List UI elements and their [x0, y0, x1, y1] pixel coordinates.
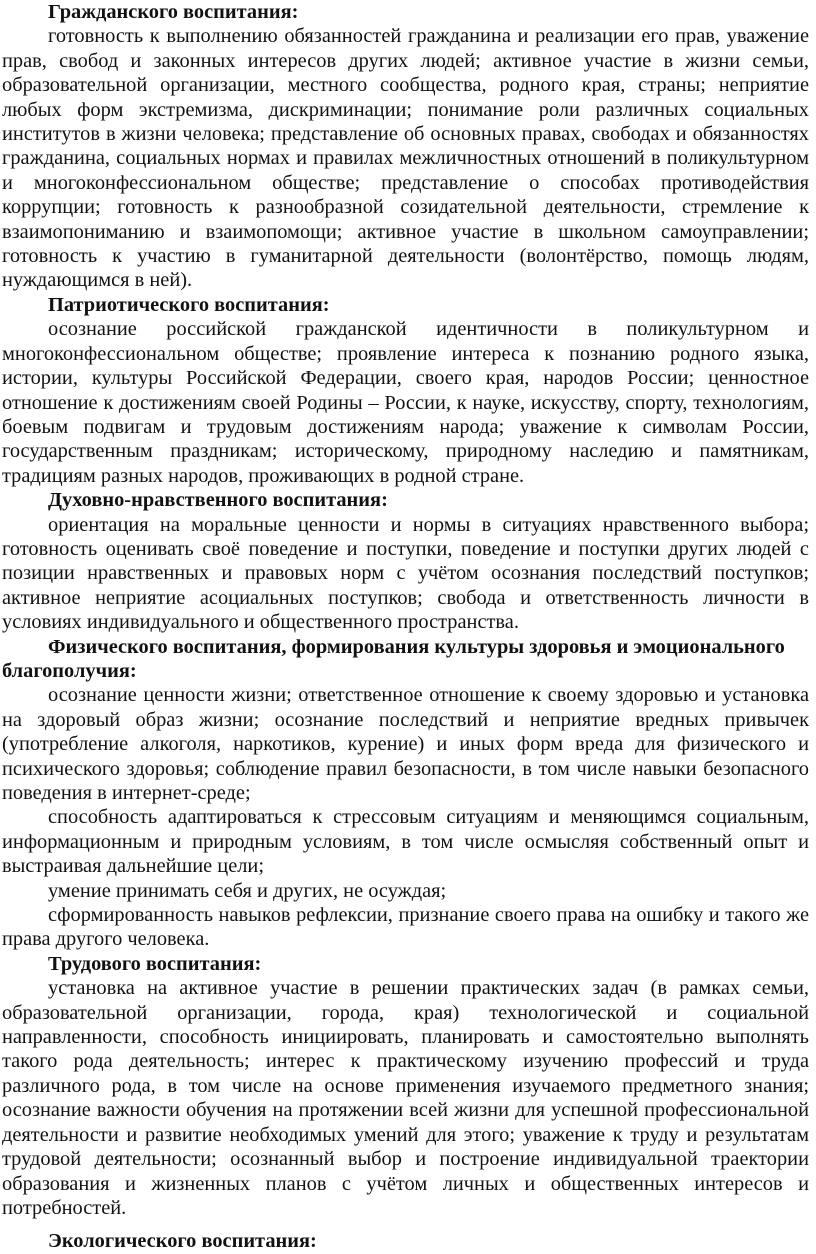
section-paragraph: готовность к выполнению обязанностей гражданина и реализации его прав, уважение прав, свобод и законных интересов других людей; активное участие в жизни семьи, образовательной организации, местного сообщества, родного края, страны; неприятие любых форм экстремизма, дискриминации; понимание роли различных социальных институтов в жизни человека; представление об основных правах, свободах и обязанностях гражданина, социальных нормах и правилах межличностных отношений в поликультурном и многоконфессиональном обществе; представление о способах противодействия коррупции; готовность к разнообразной созидательной деятельности, стремление к взаимопониманию и взаимопомощи; активное участие в школьном самоуправлении; готовность к участию в гуманитарной деятельности (волонтёрство, помощь людям, нуждающимся в ней). [2, 25, 809, 292]
section-civic [2, 0, 809, 293]
section-paragraph: умение принимать себя и других, не осуждая; [48, 879, 447, 902]
section-heading: Духовно-нравственного воспитания: [48, 489, 388, 512]
section-heading: Гражданского воспитания: [48, 1, 299, 23]
section-paragraph: осознание российской гражданской идентичности в поликультурном и многоконфессиональном обществе; проявление интереса к познанию родного языка, истории, культуры Российской Федерации, своего края, народов России; ценностное отношение к достижениям своей Родины – России, к науке, искусству, спорту, технологиям, боевым подвигам и трудовым достижениям народа; уважение к символам России, государственным праздникам; историческому, природному наследию и памятникам, традициям разных народов, проживающих в родной стране. [2, 318, 809, 487]
section-spiritual-moral [2, 488, 809, 634]
section-heading: Экологического воспитания: [48, 1230, 317, 1253]
section-paragraph: установка на активное участие в решении практических задач (в рамках семьи, образовательной организации, города, края) технологической и социальной направленности, способность инициировать, планировать и самостоятельно выполнять такого рода деятельность; интерес к практическому изучению профессий и труда различного рода, в том числе на основе применения изучаемого предметного знания; осознание важности обучения на протяжении всей жизни для успешной профессиональной деятельности и развитие необходимых умений для этого; уважение к труду и результатам трудовой деятельности; осознанный выбор и построение индивидуальной траектории образования и жизненных планов с учётом личных и общественных интересов и потребностей. [2, 977, 809, 1219]
section-ecological [2, 1229, 809, 1253]
section-heading: Патриотического воспитания: [48, 293, 330, 316]
section-paragraph: осознание ценности жизни; ответственное отношение к своему здоровью и установка на здоровый образ жизни; осознание последствий и неприятие вредных привычек (употребление алкоголя, наркотиков, курение) и иных форм вреда для физического и психического здоровья; соблюдение правил безопасности, в том числе навыки безопасного поведения в интернет-среде; [2, 684, 809, 804]
section-heading: Трудового воспитания: [48, 952, 262, 975]
section-heading: Физического воспитания, формирования культуры здоровья и эмоционального благополучия: [2, 635, 785, 682]
section-physical [2, 635, 809, 952]
section-labor [2, 952, 809, 1220]
section-paragraph: ориентация на моральные ценности и нормы в ситуациях нравственного выбора; готовность оценивать своё поведение и поступки, поведение и поступки других людей с позиции нравственных и правовых норм с учётом осознания последствий поступков; активное неприятие асоциальных поступков; свобода и ответственность личности в условиях индивидуального и общественного пространства. [2, 513, 809, 634]
section-paragraph: способность адаптироваться к стрессовым ситуациям и меняющимся социальным, информационным и природным условиям, в том числе осмысляя собственный опыт и выстраивая дальнейшие цели; [2, 806, 809, 878]
section-paragraph: сформированность навыков рефлексии, признание своего права на ошибку и такого же права другого человека. [2, 904, 809, 951]
section-gap [2, 1220, 809, 1229]
section-patriotic [2, 293, 809, 488]
